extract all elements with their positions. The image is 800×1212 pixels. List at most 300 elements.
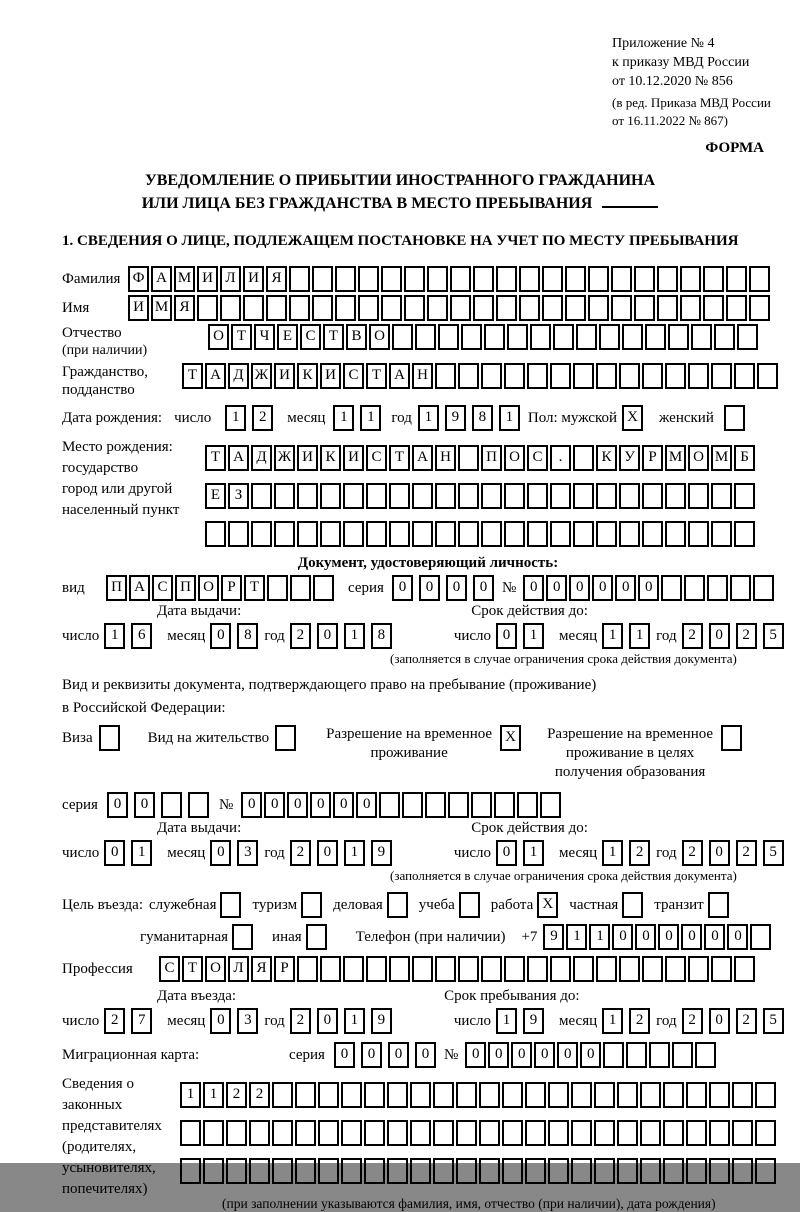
char-box[interactable] bbox=[448, 792, 469, 818]
char-box[interactable] bbox=[343, 483, 364, 509]
char-box[interactable]: Т bbox=[389, 445, 410, 471]
char-box[interactable]: 0 bbox=[465, 1042, 486, 1068]
char-box[interactable] bbox=[402, 792, 423, 818]
char-box[interactable] bbox=[249, 1158, 270, 1184]
phone-digit-box[interactable]: 0 bbox=[635, 924, 656, 950]
char-box[interactable]: 1 bbox=[602, 840, 623, 866]
char-box[interactable] bbox=[379, 792, 400, 818]
char-box[interactable]: И bbox=[297, 445, 318, 471]
char-box[interactable] bbox=[550, 363, 571, 389]
char-box[interactable]: 1 bbox=[523, 840, 544, 866]
char-box[interactable] bbox=[755, 1120, 776, 1146]
char-box[interactable] bbox=[707, 575, 728, 601]
char-box[interactable] bbox=[711, 956, 732, 982]
char-box[interactable] bbox=[737, 324, 758, 350]
residence-permit-box[interactable] bbox=[275, 725, 296, 751]
char-box[interactable]: П bbox=[175, 575, 196, 601]
char-box[interactable] bbox=[504, 956, 525, 982]
char-box[interactable] bbox=[272, 1120, 293, 1146]
char-box[interactable] bbox=[504, 483, 525, 509]
char-box[interactable] bbox=[433, 1158, 454, 1184]
char-box[interactable] bbox=[161, 792, 182, 818]
char-box[interactable] bbox=[335, 266, 356, 292]
char-box[interactable]: 2 bbox=[736, 840, 757, 866]
char-box[interactable] bbox=[366, 483, 387, 509]
char-box[interactable] bbox=[496, 295, 517, 321]
char-box[interactable] bbox=[663, 1158, 684, 1184]
char-box[interactable] bbox=[435, 483, 456, 509]
char-box[interactable]: 2 bbox=[736, 623, 757, 649]
char-box[interactable]: 3 bbox=[237, 1008, 258, 1034]
char-box[interactable] bbox=[665, 483, 686, 509]
char-box[interactable]: 8 bbox=[237, 623, 258, 649]
char-box[interactable] bbox=[389, 956, 410, 982]
char-box[interactable]: 0 bbox=[287, 792, 308, 818]
char-box[interactable] bbox=[341, 1120, 362, 1146]
char-box[interactable]: 2 bbox=[629, 1008, 650, 1034]
char-box[interactable]: 2 bbox=[249, 1082, 270, 1108]
char-box[interactable] bbox=[626, 1042, 647, 1068]
char-box[interactable]: Д bbox=[251, 445, 272, 471]
char-box[interactable]: Н bbox=[435, 445, 456, 471]
char-box[interactable] bbox=[588, 295, 609, 321]
char-box[interactable] bbox=[553, 324, 574, 350]
char-box[interactable] bbox=[479, 1120, 500, 1146]
char-box[interactable] bbox=[527, 363, 548, 389]
char-box[interactable]: 0 bbox=[134, 792, 155, 818]
char-box[interactable] bbox=[364, 1082, 385, 1108]
char-box[interactable] bbox=[313, 575, 334, 601]
sex-male-box[interactable]: X bbox=[622, 405, 643, 431]
char-box[interactable]: 0 bbox=[709, 1008, 730, 1034]
char-box[interactable] bbox=[479, 1082, 500, 1108]
char-box[interactable] bbox=[573, 956, 594, 982]
char-box[interactable] bbox=[220, 295, 241, 321]
char-box[interactable] bbox=[381, 266, 402, 292]
char-box[interactable]: А bbox=[129, 575, 150, 601]
char-box[interactable]: 9 bbox=[523, 1008, 544, 1034]
char-box[interactable]: 0 bbox=[361, 1042, 382, 1068]
char-box[interactable]: 0 bbox=[511, 1042, 532, 1068]
char-box[interactable] bbox=[289, 295, 310, 321]
char-box[interactable] bbox=[642, 956, 663, 982]
char-box[interactable]: 2 bbox=[104, 1008, 125, 1034]
char-box[interactable] bbox=[473, 266, 494, 292]
char-box[interactable] bbox=[617, 1120, 638, 1146]
char-box[interactable] bbox=[672, 1042, 693, 1068]
char-box[interactable]: 5 bbox=[763, 623, 784, 649]
char-box[interactable]: 0 bbox=[310, 792, 331, 818]
char-box[interactable] bbox=[571, 1082, 592, 1108]
char-box[interactable] bbox=[320, 483, 341, 509]
char-box[interactable] bbox=[456, 1120, 477, 1146]
char-box[interactable] bbox=[617, 1082, 638, 1108]
char-box[interactable] bbox=[657, 295, 678, 321]
char-box[interactable] bbox=[753, 575, 774, 601]
char-box[interactable]: Ф bbox=[128, 266, 149, 292]
char-box[interactable]: Д bbox=[228, 363, 249, 389]
char-box[interactable]: 2 bbox=[226, 1082, 247, 1108]
char-box[interactable]: 2 bbox=[682, 840, 703, 866]
char-box[interactable]: 1 bbox=[360, 405, 381, 431]
char-box[interactable] bbox=[571, 1158, 592, 1184]
char-box[interactable] bbox=[686, 1120, 707, 1146]
char-box[interactable] bbox=[542, 266, 563, 292]
char-box[interactable] bbox=[494, 792, 515, 818]
char-box[interactable] bbox=[665, 521, 686, 547]
char-box[interactable]: 0 bbox=[709, 623, 730, 649]
char-box[interactable]: 0 bbox=[317, 623, 338, 649]
char-box[interactable]: П bbox=[481, 445, 502, 471]
char-box[interactable]: Т bbox=[182, 956, 203, 982]
char-box[interactable] bbox=[297, 521, 318, 547]
char-box[interactable]: 0 bbox=[333, 792, 354, 818]
temp-residence-education-box[interactable] bbox=[721, 725, 742, 751]
char-box[interactable] bbox=[458, 483, 479, 509]
phone-digit-box[interactable]: 1 bbox=[589, 924, 610, 950]
char-box[interactable] bbox=[364, 1120, 385, 1146]
char-box[interactable]: 0 bbox=[709, 840, 730, 866]
char-box[interactable] bbox=[267, 575, 288, 601]
char-box[interactable] bbox=[295, 1120, 316, 1146]
char-box[interactable] bbox=[663, 1082, 684, 1108]
char-box[interactable]: 0 bbox=[317, 840, 338, 866]
char-box[interactable] bbox=[249, 1120, 270, 1146]
char-box[interactable]: 0 bbox=[392, 575, 413, 601]
char-box[interactable]: 9 bbox=[371, 1008, 392, 1034]
char-box[interactable] bbox=[730, 575, 751, 601]
char-box[interactable] bbox=[228, 521, 249, 547]
char-box[interactable] bbox=[272, 1158, 293, 1184]
char-box[interactable] bbox=[596, 956, 617, 982]
char-box[interactable]: 0 bbox=[615, 575, 636, 601]
char-box[interactable] bbox=[642, 521, 663, 547]
char-box[interactable]: 0 bbox=[356, 792, 377, 818]
char-box[interactable]: 1 bbox=[344, 1008, 365, 1034]
char-box[interactable]: Я bbox=[266, 266, 287, 292]
char-box[interactable] bbox=[573, 521, 594, 547]
sex-female-box[interactable] bbox=[724, 405, 745, 431]
char-box[interactable]: С bbox=[343, 363, 364, 389]
char-box[interactable]: 1 bbox=[344, 623, 365, 649]
char-box[interactable] bbox=[389, 483, 410, 509]
char-box[interactable] bbox=[412, 483, 433, 509]
char-box[interactable] bbox=[438, 324, 459, 350]
char-box[interactable] bbox=[289, 266, 310, 292]
char-box[interactable] bbox=[709, 1158, 730, 1184]
char-box[interactable]: Л bbox=[220, 266, 241, 292]
char-box[interactable] bbox=[387, 1082, 408, 1108]
char-box[interactable] bbox=[548, 1158, 569, 1184]
char-box[interactable]: 0 bbox=[473, 575, 494, 601]
char-box[interactable]: 0 bbox=[210, 1008, 231, 1034]
char-box[interactable] bbox=[290, 575, 311, 601]
char-box[interactable] bbox=[389, 521, 410, 547]
char-box[interactable] bbox=[596, 363, 617, 389]
char-box[interactable] bbox=[366, 956, 387, 982]
char-box[interactable] bbox=[668, 324, 689, 350]
char-box[interactable]: И bbox=[274, 363, 295, 389]
char-box[interactable] bbox=[392, 324, 413, 350]
char-box[interactable]: О bbox=[205, 956, 226, 982]
char-box[interactable] bbox=[519, 295, 540, 321]
char-box[interactable] bbox=[484, 324, 505, 350]
char-box[interactable] bbox=[686, 1158, 707, 1184]
char-box[interactable]: С bbox=[527, 445, 548, 471]
char-box[interactable]: 0 bbox=[241, 792, 262, 818]
char-box[interactable]: 1 bbox=[203, 1082, 224, 1108]
char-box[interactable]: 6 bbox=[131, 623, 152, 649]
char-box[interactable] bbox=[435, 521, 456, 547]
char-box[interactable] bbox=[335, 295, 356, 321]
char-box[interactable] bbox=[504, 363, 525, 389]
char-box[interactable]: Р bbox=[221, 575, 242, 601]
char-box[interactable] bbox=[525, 1082, 546, 1108]
char-box[interactable] bbox=[576, 324, 597, 350]
char-box[interactable] bbox=[251, 521, 272, 547]
char-box[interactable] bbox=[502, 1120, 523, 1146]
char-box[interactable] bbox=[381, 295, 402, 321]
char-box[interactable] bbox=[412, 956, 433, 982]
char-box[interactable]: О bbox=[198, 575, 219, 601]
char-box[interactable] bbox=[642, 363, 663, 389]
char-box[interactable] bbox=[525, 1120, 546, 1146]
char-box[interactable] bbox=[548, 1120, 569, 1146]
char-box[interactable]: М bbox=[151, 295, 172, 321]
char-box[interactable] bbox=[726, 266, 747, 292]
char-box[interactable] bbox=[481, 363, 502, 389]
char-box[interactable] bbox=[661, 575, 682, 601]
phone-digit-box[interactable] bbox=[750, 924, 771, 950]
char-box[interactable] bbox=[571, 1120, 592, 1146]
char-box[interactable] bbox=[548, 1082, 569, 1108]
char-box[interactable] bbox=[691, 324, 712, 350]
char-box[interactable]: Т bbox=[244, 575, 265, 601]
char-box[interactable] bbox=[688, 956, 709, 982]
phone-digit-box[interactable]: 1 bbox=[566, 924, 587, 950]
char-box[interactable] bbox=[410, 1158, 431, 1184]
phone-digit-box[interactable]: 9 bbox=[543, 924, 564, 950]
char-box[interactable]: 1 bbox=[131, 840, 152, 866]
char-box[interactable] bbox=[266, 295, 287, 321]
char-box[interactable]: 2 bbox=[290, 623, 311, 649]
char-box[interactable] bbox=[594, 1082, 615, 1108]
char-box[interactable] bbox=[295, 1158, 316, 1184]
char-box[interactable]: Ж bbox=[274, 445, 295, 471]
char-box[interactable]: 0 bbox=[419, 575, 440, 601]
char-box[interactable]: Я bbox=[174, 295, 195, 321]
char-box[interactable] bbox=[596, 483, 617, 509]
char-box[interactable]: З bbox=[228, 483, 249, 509]
char-box[interactable] bbox=[458, 521, 479, 547]
char-box[interactable] bbox=[619, 483, 640, 509]
char-box[interactable]: 0 bbox=[388, 1042, 409, 1068]
char-box[interactable]: . bbox=[550, 445, 571, 471]
char-box[interactable]: 0 bbox=[534, 1042, 555, 1068]
char-box[interactable] bbox=[473, 295, 494, 321]
char-box[interactable] bbox=[456, 1082, 477, 1108]
char-box[interactable] bbox=[343, 521, 364, 547]
char-box[interactable] bbox=[203, 1158, 224, 1184]
char-box[interactable]: 0 bbox=[446, 575, 467, 601]
char-box[interactable] bbox=[226, 1158, 247, 1184]
char-box[interactable] bbox=[205, 521, 226, 547]
char-box[interactable]: Н bbox=[412, 363, 433, 389]
char-box[interactable]: 0 bbox=[334, 1042, 355, 1068]
char-box[interactable] bbox=[433, 1120, 454, 1146]
char-box[interactable]: 2 bbox=[736, 1008, 757, 1034]
char-box[interactable]: М bbox=[665, 445, 686, 471]
char-box[interactable]: О bbox=[504, 445, 525, 471]
char-box[interactable] bbox=[573, 445, 594, 471]
char-box[interactable] bbox=[343, 956, 364, 982]
char-box[interactable] bbox=[458, 363, 479, 389]
char-box[interactable] bbox=[603, 1042, 624, 1068]
char-box[interactable]: 0 bbox=[638, 575, 659, 601]
purpose-transit-box[interactable] bbox=[708, 892, 729, 918]
char-box[interactable] bbox=[642, 483, 663, 509]
char-box[interactable]: Т bbox=[182, 363, 203, 389]
char-box[interactable]: 1 bbox=[499, 405, 520, 431]
phone-digit-box[interactable]: 0 bbox=[681, 924, 702, 950]
char-box[interactable] bbox=[714, 324, 735, 350]
char-box[interactable] bbox=[550, 521, 571, 547]
char-box[interactable]: 1 bbox=[602, 1008, 623, 1034]
char-box[interactable]: 3 bbox=[237, 840, 258, 866]
char-box[interactable] bbox=[410, 1082, 431, 1108]
char-box[interactable] bbox=[481, 521, 502, 547]
char-box[interactable] bbox=[680, 266, 701, 292]
char-box[interactable] bbox=[634, 295, 655, 321]
char-box[interactable] bbox=[645, 324, 666, 350]
char-box[interactable]: Р bbox=[274, 956, 295, 982]
char-box[interactable]: Т bbox=[231, 324, 252, 350]
char-box[interactable] bbox=[458, 956, 479, 982]
purpose-private-box[interactable] bbox=[622, 892, 643, 918]
char-box[interactable]: 0 bbox=[415, 1042, 436, 1068]
char-box[interactable] bbox=[461, 324, 482, 350]
char-box[interactable]: 7 bbox=[131, 1008, 152, 1034]
char-box[interactable]: 2 bbox=[290, 840, 311, 866]
char-box[interactable]: Т bbox=[205, 445, 226, 471]
char-box[interactable]: М bbox=[174, 266, 195, 292]
char-box[interactable] bbox=[755, 1082, 776, 1108]
char-box[interactable] bbox=[274, 521, 295, 547]
char-box[interactable]: 2 bbox=[290, 1008, 311, 1034]
char-box[interactable] bbox=[565, 266, 586, 292]
char-box[interactable]: О bbox=[369, 324, 390, 350]
phone-digit-box[interactable]: 0 bbox=[658, 924, 679, 950]
char-box[interactable]: 8 bbox=[472, 405, 493, 431]
char-box[interactable]: П bbox=[106, 575, 127, 601]
char-box[interactable] bbox=[734, 956, 755, 982]
char-box[interactable] bbox=[686, 1082, 707, 1108]
char-box[interactable] bbox=[688, 363, 709, 389]
char-box[interactable] bbox=[527, 956, 548, 982]
purpose-humanitarian-box[interactable] bbox=[232, 924, 253, 950]
char-box[interactable] bbox=[507, 324, 528, 350]
char-box[interactable] bbox=[435, 956, 456, 982]
char-box[interactable] bbox=[594, 1158, 615, 1184]
char-box[interactable] bbox=[243, 295, 264, 321]
char-box[interactable]: Е bbox=[205, 483, 226, 509]
char-box[interactable]: В bbox=[346, 324, 367, 350]
char-box[interactable]: 0 bbox=[264, 792, 285, 818]
char-box[interactable] bbox=[732, 1158, 753, 1184]
char-box[interactable] bbox=[458, 445, 479, 471]
char-box[interactable] bbox=[588, 266, 609, 292]
char-box[interactable] bbox=[695, 1042, 716, 1068]
char-box[interactable] bbox=[318, 1120, 339, 1146]
char-box[interactable]: Л bbox=[228, 956, 249, 982]
char-box[interactable]: 1 bbox=[180, 1082, 201, 1108]
char-box[interactable] bbox=[640, 1158, 661, 1184]
char-box[interactable]: 2 bbox=[629, 840, 650, 866]
char-box[interactable] bbox=[709, 1082, 730, 1108]
char-box[interactable]: 2 bbox=[252, 405, 273, 431]
char-box[interactable]: 0 bbox=[488, 1042, 509, 1068]
char-box[interactable]: 9 bbox=[445, 405, 466, 431]
phone-digit-box[interactable]: 0 bbox=[727, 924, 748, 950]
char-box[interactable]: 1 bbox=[496, 1008, 517, 1034]
char-box[interactable] bbox=[504, 521, 525, 547]
char-box[interactable]: 5 bbox=[763, 840, 784, 866]
char-box[interactable] bbox=[415, 324, 436, 350]
char-box[interactable] bbox=[749, 266, 770, 292]
char-box[interactable]: 1 bbox=[225, 405, 246, 431]
char-box[interactable] bbox=[318, 1082, 339, 1108]
char-box[interactable] bbox=[481, 483, 502, 509]
char-box[interactable] bbox=[450, 266, 471, 292]
char-box[interactable] bbox=[611, 266, 632, 292]
char-box[interactable]: 2 bbox=[682, 623, 703, 649]
char-box[interactable] bbox=[749, 295, 770, 321]
char-box[interactable] bbox=[404, 266, 425, 292]
purpose-study-box[interactable] bbox=[459, 892, 480, 918]
char-box[interactable] bbox=[711, 483, 732, 509]
char-box[interactable] bbox=[410, 1120, 431, 1146]
char-box[interactable] bbox=[481, 956, 502, 982]
char-box[interactable]: Т bbox=[323, 324, 344, 350]
char-box[interactable] bbox=[320, 521, 341, 547]
char-box[interactable] bbox=[573, 363, 594, 389]
char-box[interactable]: И bbox=[197, 266, 218, 292]
char-box[interactable] bbox=[180, 1158, 201, 1184]
char-box[interactable] bbox=[711, 363, 732, 389]
char-box[interactable]: И bbox=[243, 266, 264, 292]
char-box[interactable] bbox=[619, 956, 640, 982]
char-box[interactable]: 8 bbox=[371, 623, 392, 649]
char-box[interactable] bbox=[502, 1082, 523, 1108]
char-box[interactable] bbox=[180, 1120, 201, 1146]
char-box[interactable] bbox=[318, 1158, 339, 1184]
char-box[interactable]: 1 bbox=[104, 623, 125, 649]
char-box[interactable] bbox=[341, 1082, 362, 1108]
char-box[interactable] bbox=[366, 521, 387, 547]
char-box[interactable] bbox=[450, 295, 471, 321]
char-box[interactable] bbox=[272, 1082, 293, 1108]
char-box[interactable] bbox=[435, 363, 456, 389]
char-box[interactable] bbox=[726, 295, 747, 321]
char-box[interactable]: 0 bbox=[569, 575, 590, 601]
char-box[interactable]: 0 bbox=[523, 575, 544, 601]
char-box[interactable] bbox=[680, 295, 701, 321]
char-box[interactable]: М bbox=[711, 445, 732, 471]
char-box[interactable] bbox=[611, 295, 632, 321]
char-box[interactable]: 2 bbox=[682, 1008, 703, 1034]
char-box[interactable] bbox=[703, 295, 724, 321]
char-box[interactable]: 1 bbox=[418, 405, 439, 431]
